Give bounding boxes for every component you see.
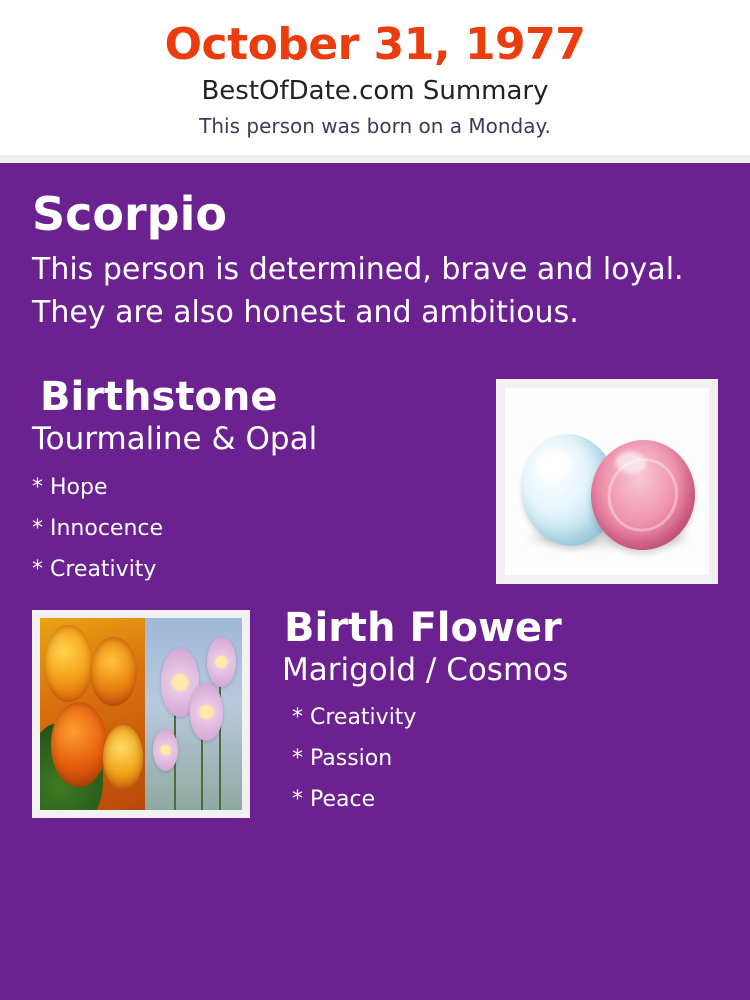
- zodiac-sign-title: Scorpio: [32, 187, 227, 242]
- site-summary-label: BestOfDate.com Summary: [201, 76, 549, 107]
- birth-flower-trait: * Creativity: [292, 704, 417, 730]
- birth-flower-image: [32, 610, 250, 818]
- zodiac-description: This person is determined, brave and loyal. They are also honest and ambitious.: [32, 251, 684, 331]
- birthstone-section: [32, 375, 718, 584]
- birthstone-image-inner: [505, 388, 709, 575]
- birth-flower-image-inner: [40, 618, 242, 810]
- birthstone-trait: * Creativity: [32, 557, 157, 583]
- marigold-bloom-icon: [44, 625, 92, 702]
- page-header: [0, 0, 750, 155]
- birth-flower-trait: * Peace: [292, 787, 376, 813]
- birthstone-names: Tourmaline & Opal: [32, 421, 318, 458]
- birthstone-title: Birthstone: [40, 373, 278, 420]
- birth-flower-text-block: [250, 606, 718, 813]
- cosmos-bloom-icon: [207, 637, 236, 687]
- birth-flower-section: [32, 606, 718, 818]
- header-divider: [0, 155, 750, 163]
- birthstone-trait: * Innocence: [32, 515, 164, 541]
- summary-body: [0, 163, 750, 1000]
- cosmos-photo-pane: [145, 618, 242, 810]
- birthstone-text-block: [32, 375, 496, 583]
- page-title-date: October 31, 1977: [164, 19, 586, 70]
- birth-flower-names: Marigold / Cosmos: [282, 651, 569, 688]
- birth-flower-trait: * Passion: [292, 746, 393, 772]
- cosmos-bloom-icon: [190, 683, 223, 741]
- birthstone-image: [496, 379, 718, 584]
- birth-flower-title: Birth Flower: [284, 604, 562, 651]
- marigold-photo-pane: [40, 618, 145, 810]
- born-day-note: This person was born on a Monday.: [199, 114, 551, 139]
- marigold-bloom-icon: [90, 637, 136, 706]
- birthstone-trait: * Hope: [32, 474, 108, 500]
- cosmos-bloom-icon: [153, 729, 178, 771]
- marigold-bloom-icon: [51, 702, 108, 786]
- marigold-bloom-icon: [103, 725, 143, 790]
